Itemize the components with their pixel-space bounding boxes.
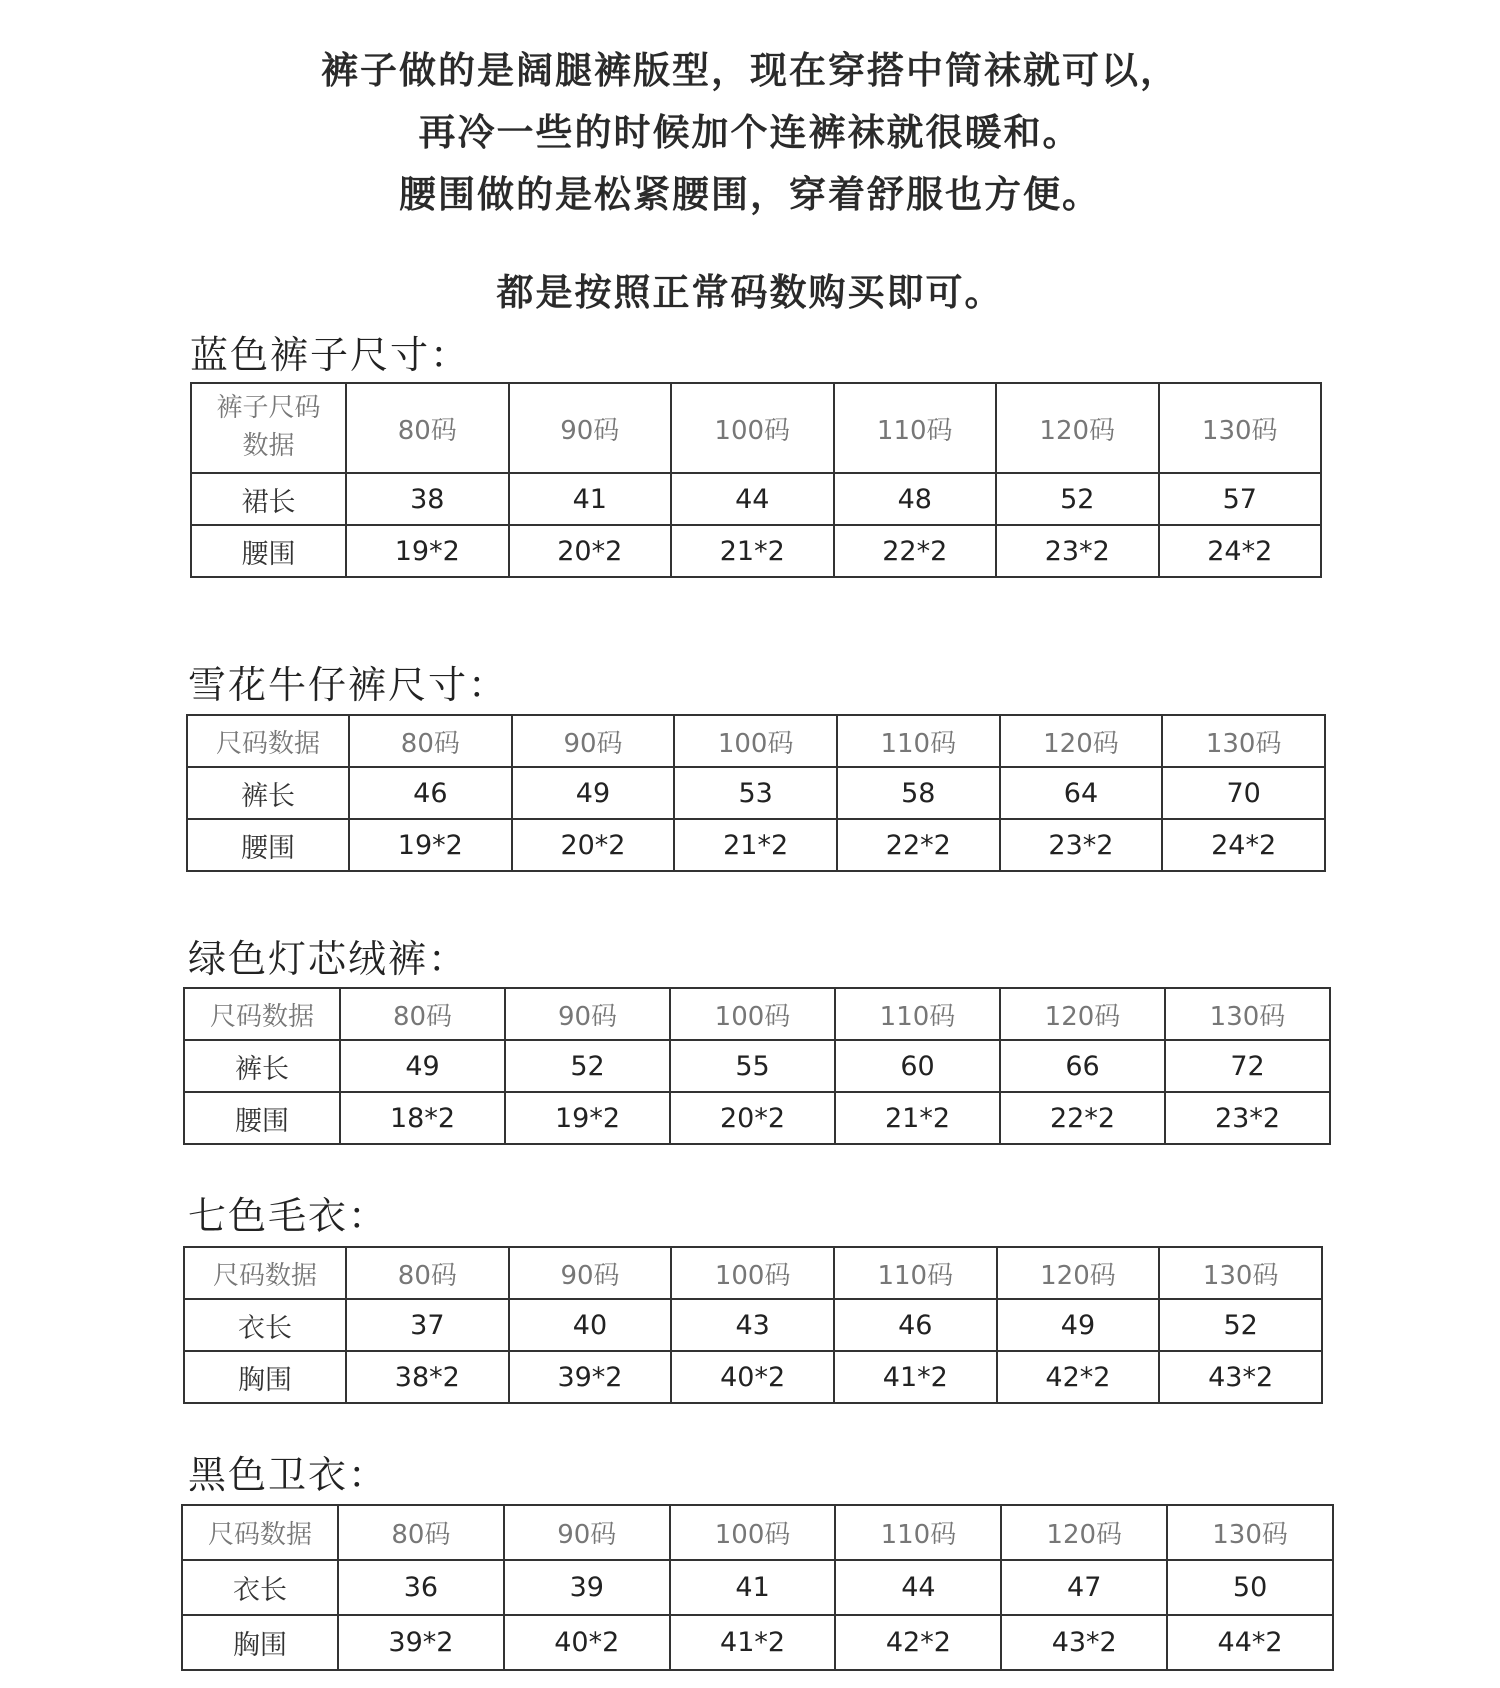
size-header: 110码: [835, 988, 1000, 1040]
table-cell: 21*2: [835, 1092, 1000, 1144]
table-row: [187, 767, 1325, 819]
row-label: 胸围: [184, 1351, 346, 1403]
table-cell: 43*2: [1159, 1351, 1322, 1403]
table-cell: 24*2: [1162, 819, 1325, 871]
size-header: 80码: [340, 988, 505, 1040]
table-cell: 41: [509, 473, 672, 525]
section-title-snowflake-jeans: 雪花牛仔裤尺寸：: [188, 663, 509, 707]
size-header: 110码: [834, 1247, 997, 1299]
size-header: 90码: [509, 383, 672, 473]
table-cell: 46: [349, 767, 512, 819]
table-header-row: [187, 715, 1325, 767]
row-label: 胸围: [182, 1615, 338, 1670]
size-header: 110码: [834, 383, 997, 473]
table-cell: 52: [505, 1040, 670, 1092]
intro-line-3: 腰围做的是松紧腰围，穿着舒服也方便。: [399, 172, 1101, 216]
table-cell: 39*2: [509, 1351, 672, 1403]
table-cell: 36: [338, 1560, 504, 1615]
table-cell: 41*2: [670, 1615, 836, 1670]
table-cell: 22*2: [834, 525, 997, 577]
section-title-blue-pants: 蓝色裤子尺寸：: [190, 333, 471, 377]
size-header: 80码: [349, 715, 512, 767]
table-cell: 19*2: [346, 525, 509, 577]
size-header: 100码: [671, 383, 834, 473]
table-cell: 42*2: [997, 1351, 1160, 1403]
size-header: 120码: [1000, 715, 1163, 767]
size-table-black-hoodie: [181, 1504, 1334, 1671]
table-cell: 22*2: [837, 819, 1000, 871]
size-header: 80码: [346, 383, 509, 473]
table-cell: 72: [1165, 1040, 1330, 1092]
size-header: 120码: [1001, 1505, 1167, 1560]
row-label: 裙长: [191, 473, 346, 525]
size-header: 130码: [1165, 988, 1330, 1040]
table-cell: 38*2: [346, 1351, 509, 1403]
table-cell: 48: [834, 473, 997, 525]
intro-line-2: 再冷一些的时候加个连裤袜就很暖和。: [418, 110, 1082, 154]
size-header: 90码: [512, 715, 675, 767]
table-cell: 52: [1159, 1299, 1322, 1351]
table-cell: 49: [340, 1040, 505, 1092]
table-cell: 23*2: [1000, 819, 1163, 871]
table-row: [187, 819, 1325, 871]
table-cell: 46: [834, 1299, 997, 1351]
table-cell: 53: [674, 767, 837, 819]
size-header: 90码: [509, 1247, 672, 1299]
table-cell: 41*2: [834, 1351, 997, 1403]
table-row: [191, 473, 1321, 525]
table-row: [184, 1040, 1330, 1092]
size-table-seven-color-sweater: [183, 1246, 1323, 1404]
table-cell: 57: [1159, 473, 1322, 525]
size-table-snowflake-jeans: [186, 714, 1326, 872]
row-label: 腰围: [191, 525, 346, 577]
header-label-line-2: 数据: [242, 431, 295, 461]
row-label: 衣长: [182, 1560, 338, 1615]
row-label: 衣长: [184, 1299, 346, 1351]
header-label-cell: 尺码数据: [184, 988, 340, 1040]
table-cell: 55: [670, 1040, 835, 1092]
table-cell: 43*2: [1001, 1615, 1167, 1670]
table-cell: 66: [1000, 1040, 1165, 1092]
size-header: 130码: [1159, 1247, 1322, 1299]
header-label-cell: [191, 383, 346, 473]
size-header: 110码: [835, 1505, 1001, 1560]
table-cell: 70: [1162, 767, 1325, 819]
table-cell: 22*2: [1000, 1092, 1165, 1144]
table-row: [184, 1351, 1322, 1403]
section-title-black-hoodie: 黑色卫衣：: [188, 1453, 389, 1497]
size-header: 90码: [504, 1505, 670, 1560]
row-label: 裤长: [187, 767, 349, 819]
table-cell: 39: [504, 1560, 670, 1615]
table-cell: 18*2: [340, 1092, 505, 1144]
size-header: 130码: [1167, 1505, 1333, 1560]
table-row: [184, 1092, 1330, 1144]
table-cell: 44: [671, 473, 834, 525]
table-cell: 40*2: [671, 1351, 834, 1403]
size-header: 80码: [346, 1247, 509, 1299]
size-table-blue-pants: [190, 382, 1322, 578]
table-row: [182, 1560, 1333, 1615]
table-cell: 24*2: [1159, 525, 1322, 577]
table-cell: 44: [835, 1560, 1001, 1615]
size-header: 130码: [1162, 715, 1325, 767]
size-header: 100码: [670, 988, 835, 1040]
size-table-green-corduroy: [183, 987, 1331, 1145]
table-cell: 43: [671, 1299, 834, 1351]
table-cell: 42*2: [835, 1615, 1001, 1670]
size-header: 80码: [338, 1505, 504, 1560]
table-header-row: [184, 1247, 1322, 1299]
table-row: [191, 525, 1321, 577]
table-cell: 49: [512, 767, 675, 819]
table-cell: 20*2: [670, 1092, 835, 1144]
size-header: 130码: [1159, 383, 1322, 473]
table-cell: 39*2: [338, 1615, 504, 1670]
section-title-green-corduroy: 绿色灯芯绒裤：: [188, 937, 469, 981]
size-header: 90码: [505, 988, 670, 1040]
table-row: [182, 1615, 1333, 1670]
row-label: 裤长: [184, 1040, 340, 1092]
table-cell: 41: [670, 1560, 836, 1615]
table-cell: 19*2: [505, 1092, 670, 1144]
table-header-row: [184, 988, 1330, 1040]
table-cell: 20*2: [512, 819, 675, 871]
table-cell: 21*2: [674, 819, 837, 871]
table-cell: 37: [346, 1299, 509, 1351]
size-header: 100码: [671, 1247, 834, 1299]
table-cell: 50: [1167, 1560, 1333, 1615]
table-cell: 40: [509, 1299, 672, 1351]
size-header: 110码: [837, 715, 1000, 767]
size-header: 100码: [674, 715, 837, 767]
table-cell: 19*2: [349, 819, 512, 871]
table-cell: 21*2: [671, 525, 834, 577]
table-cell: 47: [1001, 1560, 1167, 1615]
table-cell: 40*2: [504, 1615, 670, 1670]
table-cell: 23*2: [1165, 1092, 1330, 1144]
table-cell: 44*2: [1167, 1615, 1333, 1670]
size-header: 100码: [670, 1505, 836, 1560]
header-label-cell: 尺码数据: [187, 715, 349, 767]
header-label-cell: 尺码数据: [184, 1247, 346, 1299]
section-title-seven-color-sweater: 七色毛衣：: [188, 1194, 389, 1238]
size-header: 120码: [1000, 988, 1165, 1040]
row-label: 腰围: [184, 1092, 340, 1144]
table-cell: 38: [346, 473, 509, 525]
table-cell: 49: [997, 1299, 1160, 1351]
size-header: 120码: [997, 1247, 1160, 1299]
table-cell: 20*2: [509, 525, 672, 577]
table-cell: 58: [837, 767, 1000, 819]
intro-line-1: 裤子做的是阔腿裤版型，现在穿搭中筒袜就可以，: [321, 48, 1179, 92]
table-header-row: [191, 383, 1321, 473]
intro-line-4: 都是按照正常码数购买即可。: [496, 270, 1004, 314]
table-cell: 23*2: [996, 525, 1159, 577]
table-cell: 64: [1000, 767, 1163, 819]
table-cell: 52: [996, 473, 1159, 525]
table-row: [184, 1299, 1322, 1351]
table-header-row: [182, 1505, 1333, 1560]
header-label-line-1: 裤子尺码: [216, 393, 321, 424]
table-cell: 60: [835, 1040, 1000, 1092]
header-label-cell: 尺码数据: [182, 1505, 338, 1560]
size-header: 120码: [996, 383, 1159, 473]
row-label: 腰围: [187, 819, 349, 871]
